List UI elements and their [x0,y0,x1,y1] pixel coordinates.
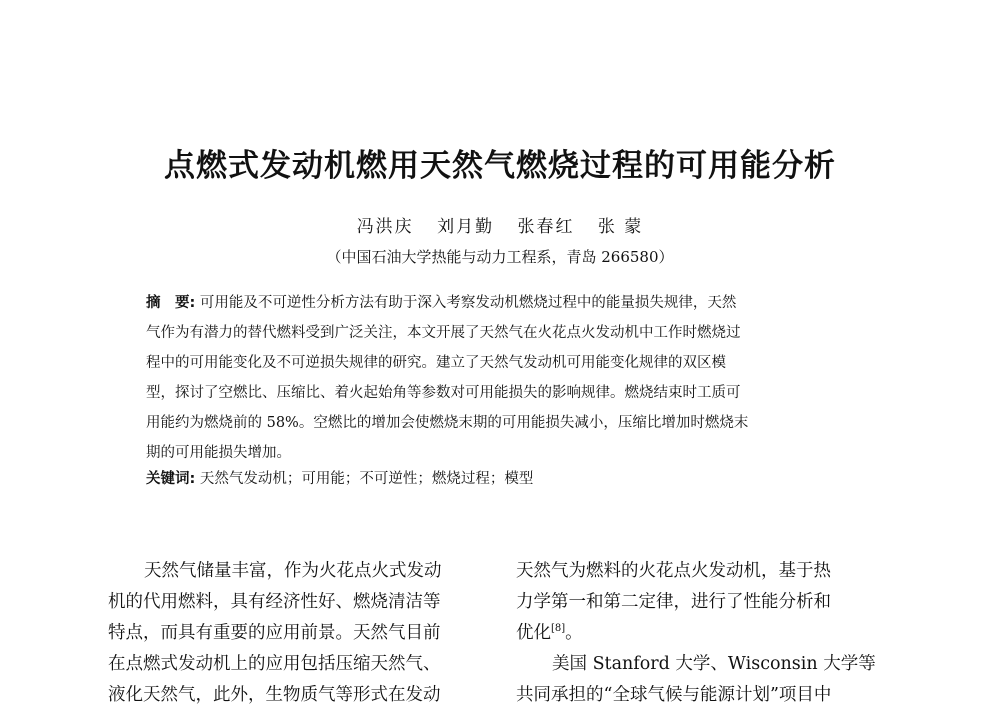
abstract-line: 型，探讨了空燃比、压缩比、着火起始角等参数对可用能损失的影响规律。燃烧结束时工质可 [146,385,741,401]
body-line: 在点燃式发动机上的应用包括压缩天然气、 [108,654,441,674]
abstract-line: 气作为有潜力的替代燃料受到广泛关注，本文开展了天然气在火花点火发动机中工作时燃烧过 [146,325,741,341]
body-line [516,618,892,649]
abstract-label: 摘 要: [146,295,196,311]
affiliation: （中国石油大学热能与动力工程系，青岛 266580） [326,248,674,266]
keywords-label: 关键词: [146,471,196,487]
abstract-line: 程中的可用能变化及不可逆损失规律的研究。建立了天然气发动机可用能变化规律的双区模 [146,355,726,371]
abstract-line: 用能约为燃烧前的 58%。空燃比的增加会使燃烧末期的可用能损失减小，压缩比增加时燃烧末 [146,415,749,431]
keywords [146,466,858,492]
author-list [0,212,1000,237]
author-name: 张 蒙 [597,217,644,237]
body-line: 天然气储量丰富，作为火花点火式发动 [144,561,442,581]
body-line: 机的代用燃料，具有经济性好、燃烧清洁等 [108,592,441,612]
abstract-text: 可用能及不可逆性分析方法有助于深入考察发动机燃烧过程中的能量损失规律，天然 [199,295,737,311]
body-line: 液化天然气，此外，生物质气等形式在发动 [108,685,441,705]
abstract-line: 期的可用能损失增加。 [146,445,291,461]
keywords-text: 天然气发动机；可用能；不可逆性；燃烧过程；模型 [199,471,534,487]
body-line: 特点，而具有重要的应用前景。天然气目前 [108,623,441,643]
paper-title: 点燃式发动机燃用天然气燃烧过程的可用能分析 [164,148,836,184]
author-name: 刘月勤 [437,217,495,237]
body-column-right [516,556,892,711]
body-line: 美国 Stanford 大学、Wisconsin 大学等 [552,654,876,674]
body-line: 力学第一和第二定律，进行了性能分析和 [516,592,831,612]
author-name: 冯洪庆 [356,217,414,237]
abstract [146,288,858,468]
author-name: 张春红 [517,217,575,237]
citation-ref: [8] [551,623,566,635]
abstract-line [146,288,858,318]
body-text: 。 [565,623,583,643]
body-column-left [108,556,488,711]
body-line: 天然气为燃料的火花点火发动机，基于热 [516,561,831,581]
body-line: 共同承担的“全球气候与能源计划”项目中 [516,685,832,705]
body-text: 优化 [516,623,551,643]
